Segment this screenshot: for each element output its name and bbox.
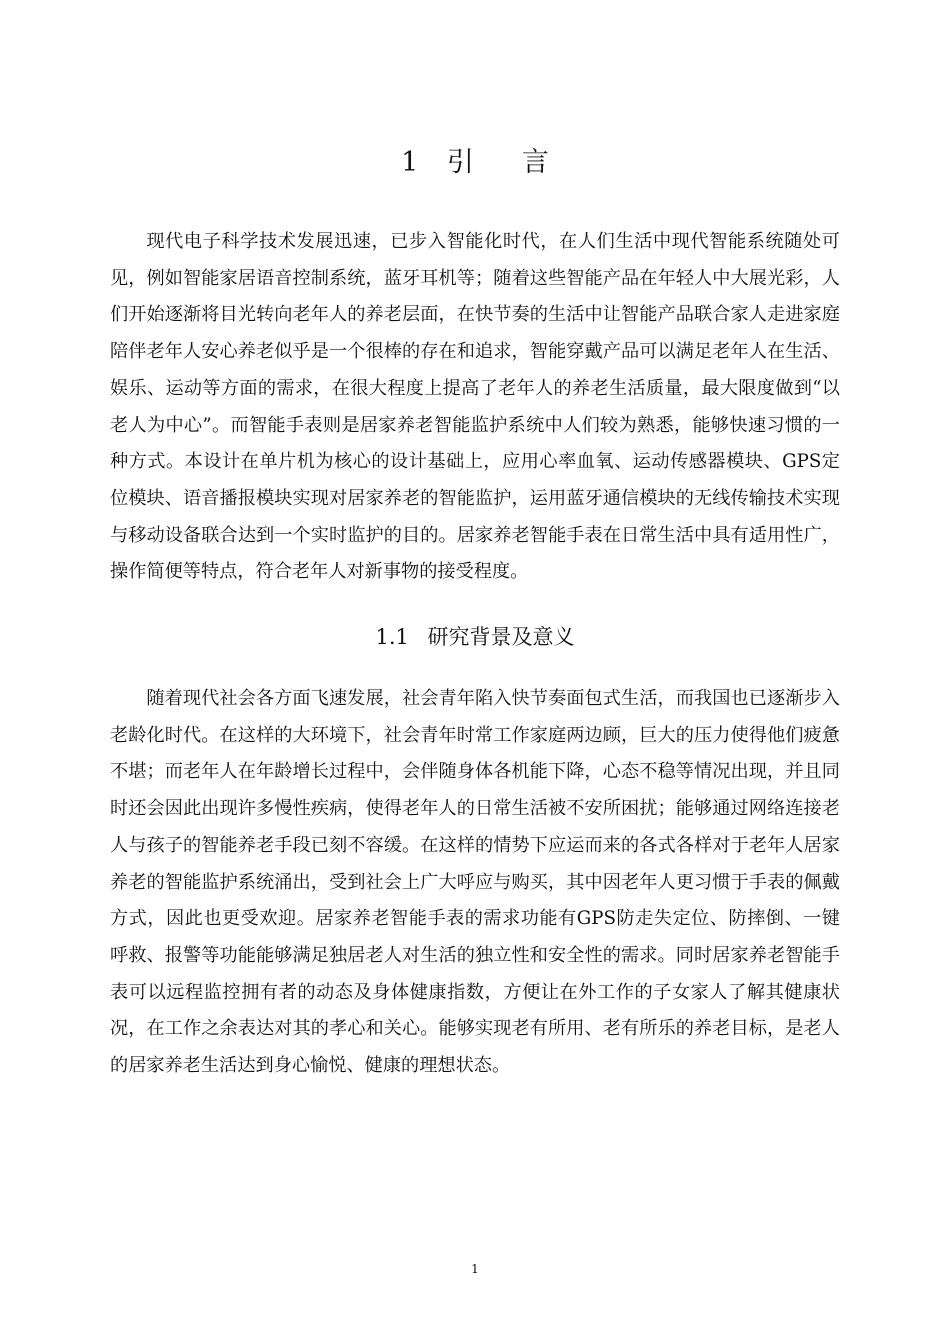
section-heading bbox=[0, 621, 950, 653]
section-title: 研究背景及意义 bbox=[427, 625, 575, 649]
section-number: 1.1 bbox=[375, 625, 409, 649]
page-number: 1 bbox=[471, 1262, 479, 1276]
intro-paragraph: 现代电子科学技术发展迅速，已步入智能化时代，在人们生活中现代智能系统随处可见，例如智能家居语音控制系统，蓝牙耳机等；随着这些智能产品在年轻人中大展光彩，人们开始逐渐将目光转向老年人的养老层面，在快节奏的生活中让智能产品联合家人走进家庭陪伴老年人安心养老似乎是一个很棒的存在和追求，智能穿戴产品可以满足老年人在生活、娱乐、运动等方面的需求，在很大程度上提高了老年人的养老生活质量，最大限度做到“以老人为中心”。而智能手表则是居家养老智能监护系统中人们较为熟悉，能够快速习惯的一种方式。本设计在单片机为核心的设计基础上，应用心率血氧、运动传感器模块、GPS定位模块、语音播报模块实现对居家养老的智能监护，运用蓝牙通信模块的无线传输技术实现与移动设备联合达到一个实时监护的目的。居家养老智能手表在日常生活中具有适用性广，操作简便等特点，符合老年人对新事物的接受程度。 bbox=[110, 231, 840, 583]
chapter-number: 1 bbox=[401, 147, 419, 178]
background-paragraph: 随着现代社会各方面飞速发展，社会青年陷入快节奏面包式生活，而我国也已逐渐步入老龄化时代。在这样的大环境下，社会青年时常工作家庭两边顾，巨大的压力使得他们疲惫不堪；而老年人在年龄增长过程中，会伴随身体各机能下降，心态不稳等情况出现，并且同时还会因此出现许多慢性疾病，使得老年人的日常生活被不安所困扰；能够通过网络连接老人与孩子的智能养老手段已刻不容缓。在这样的情势下应运而来的各式各样对于老年人居家养老的智能监护系统涌出，受到社会上广大呼应与购买，其中因老年人更习惯于手表的佩戴方式，因此也更受欢迎。居家养老智能手表的需求功能有GPS防走失定位、防摔倒、一键呼救、报警等功能能够满足独居老人对生活的独立性和安全性的需求。同时居家养老智能手表可以远程监控拥有者的动态及身体健康指数，方便让在外工作的子女家人了解其健康状况，在工作之余表达对其的孝心和关心。能够实现老有所用、老有所乐的养老目标，是老人的居家养老生活达到身心愉悦、健康的理想状态。 bbox=[110, 688, 840, 1077]
chapter-title: 引言 bbox=[446, 147, 597, 178]
chapter-heading bbox=[0, 143, 950, 183]
